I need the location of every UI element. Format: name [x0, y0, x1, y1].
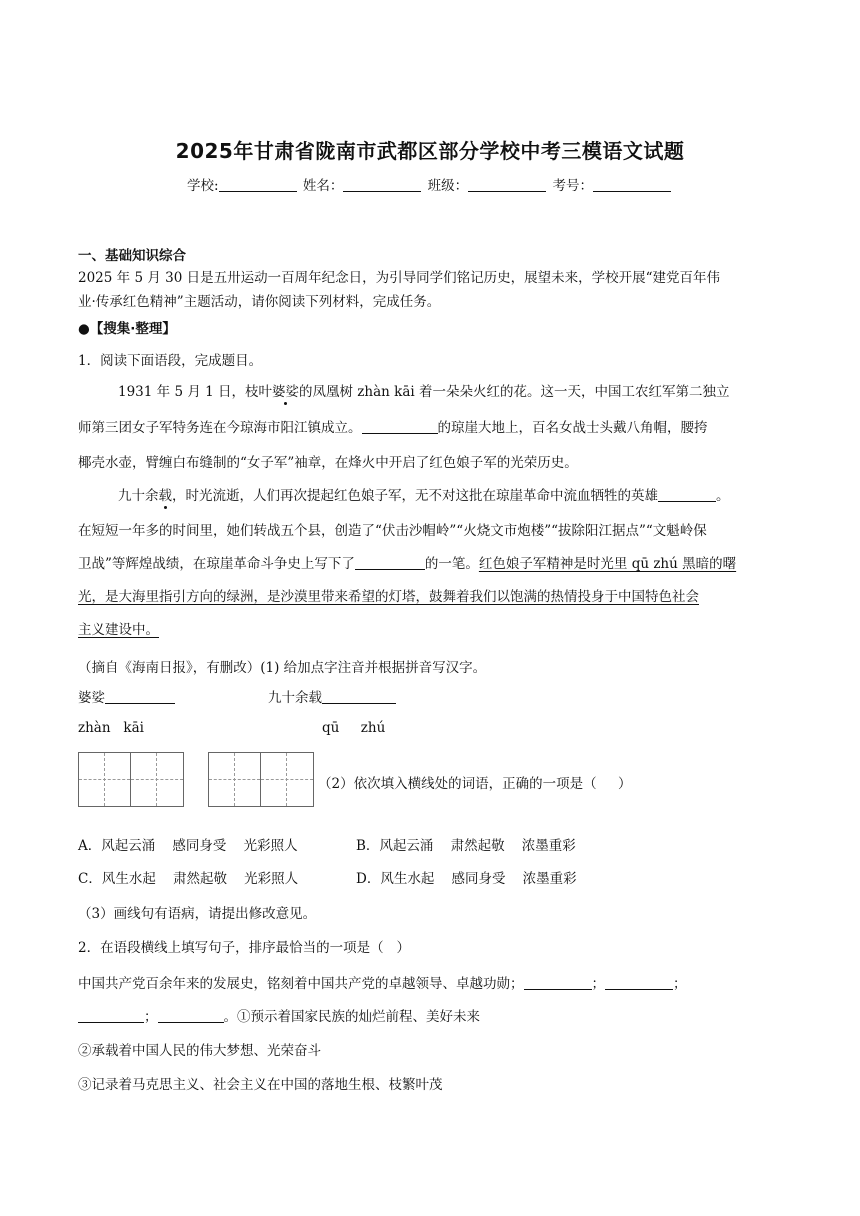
task-heading: ●【搜集·整理】 [78, 321, 176, 337]
grid-cell[interactable] [261, 753, 313, 806]
school-label: 学校: [187, 178, 219, 194]
q2-item-1: 。①预示着国家民族的灿烂前程、美好未来 [223, 1009, 480, 1025]
passage-text: 的琼崖大地上，百名女战士头戴八角帽，腰挎 [437, 420, 708, 436]
underlined-sentence: 主义建设中。 [78, 622, 159, 638]
q2-blank-1[interactable] [524, 976, 592, 990]
character-grid-2[interactable] [208, 752, 314, 807]
passage-text: 。 [716, 488, 730, 504]
option-a[interactable]: A．风起云涌 感同身受 光彩照人 [78, 838, 298, 854]
passage-text: 的凤凰树 zhàn kāi 着一朵朵火红的花。这一天，中国工农红军第二独立 [299, 384, 730, 400]
name-label: 姓名： [302, 178, 344, 194]
pinyin-prompt-1: zhàn kāi [78, 720, 144, 736]
passage-line [78, 552, 736, 572]
passage-text: 1931 年 5 月 1 日，枝叶 [118, 384, 272, 400]
passage-text: ，时光流逝，人们再次提起红色娘子军，无不对这批在琼崖革命中流血牺牲的英雄 [172, 488, 658, 504]
fill-blank-1[interactable] [362, 420, 438, 434]
grid-cell[interactable] [79, 753, 131, 806]
word-2 [268, 686, 396, 706]
passage-line: 椰壳水壶，臂缠白布缝制的“女子军”袖章，在烽火中开启了红色娘子军的光荣历史。 [78, 455, 578, 471]
page-title: 2025年甘肃省陇南市武都区部分学校中考三模语文试题 [175, 139, 685, 163]
fill-blank-2[interactable] [658, 488, 716, 502]
q1-stem: 1．阅读下面语段，完成题目。 [78, 353, 263, 369]
passage-text: 师第三团女子军特务连在今琼海市阳江镇成立。 [78, 420, 362, 436]
grid-cell[interactable] [131, 753, 183, 806]
separator: ； [591, 976, 605, 992]
section-heading: 一、基础知识综合 [78, 248, 186, 264]
q2-blank-4[interactable] [158, 1009, 224, 1023]
grid-cell[interactable] [209, 753, 261, 806]
source-note: （摘自《海南日报》，有删改）(1) 给加点字注音并根据拼音写汉字。 [78, 660, 487, 676]
name-field[interactable] [343, 177, 421, 192]
class-field[interactable] [468, 177, 546, 192]
q2-stem: 2．在语段横线上填写句子，排序最恰当的一项是（ ） [78, 940, 410, 956]
passage-line [78, 416, 708, 436]
pinyin-prompt-2: qū zhú [322, 720, 386, 736]
q2-text-line [78, 972, 687, 992]
pinyin-answer-1[interactable] [105, 690, 175, 704]
q2-item-3: ③记录着马克思主义、社会主义在中国的落地生根、枝繁叶茂 [78, 1077, 443, 1093]
q2-item-2: ②承载着中国人民的伟大梦想、光荣奋斗 [78, 1043, 321, 1059]
intro-line-1: 2025 年 5 月 30 日是五卅运动一百周年纪念日，为引导同学们铭记历史，展望未来，学校开展“建党百年伟 [78, 270, 720, 286]
pinyin-answer-2[interactable] [322, 690, 396, 704]
sub-question-3: （3）画线句有语病，请提出修改意见。 [78, 906, 317, 922]
passage-line [118, 380, 729, 400]
underlined-sentence: 红色娘子军精神是时光里 qū zhú 黑暗的曙 [478, 556, 737, 572]
exam-no-field[interactable] [593, 177, 671, 192]
word-label: 九十余载 [268, 690, 322, 706]
passage-line [118, 484, 730, 504]
q2-blank-2[interactable] [605, 976, 673, 990]
school-field[interactable] [219, 177, 297, 192]
character-grid-1[interactable] [78, 752, 184, 807]
separator: ； [673, 976, 687, 992]
dotted-char: 载 [158, 488, 172, 504]
intro-line-2: 业·传承红色精神”主题活动，请你阅读下列材料，完成任务。 [78, 294, 441, 310]
underlined-sentence: 光，是大海里指引方向的绿洲，是沙漠里带来希望的灯塔，鼓舞着我们以饱满的热情投身于中国特色社会 [78, 589, 699, 605]
word-1 [78, 686, 175, 706]
passage-text: 的一笔。 [424, 556, 479, 572]
q2-text-line [78, 1005, 480, 1025]
q2-text: 中国共产党百余年来的发展史，铭刻着中国共产党的卓越领导、卓越功勋； [78, 976, 524, 992]
option-c[interactable]: C．风生水起 肃然起敬 光彩照人 [78, 871, 299, 887]
word-label: 婆娑 [78, 690, 105, 706]
separator: ； [144, 1009, 158, 1025]
passage-text: 卫战”等辉煌战绩，在琼崖革命斗争史上写下了 [78, 556, 355, 572]
option-d[interactable]: D．风生水起 感同身受 浓墨重彩 [356, 871, 577, 887]
dotted-char: 婆娑 [272, 384, 299, 400]
sub-question-2: （2）依次填入横线处的词语，正确的一项是（ ） [318, 776, 632, 792]
student-info-row [0, 174, 860, 194]
passage-line: 在短短一年多的时间里，她们转战五个县，创造了“伏击沙帽岭”“火烧文市炮楼”“拔除阳江据点”“文魁岭保 [78, 523, 707, 539]
passage-text: 九十余 [118, 488, 159, 504]
q2-blank-3[interactable] [78, 1009, 144, 1023]
option-b[interactable]: B．风起云涌 肃然起敬 浓墨重彩 [356, 838, 576, 854]
class-label: 班级： [427, 178, 469, 194]
fill-blank-3[interactable] [355, 556, 425, 570]
exam-no-label: 考号： [552, 178, 593, 194]
